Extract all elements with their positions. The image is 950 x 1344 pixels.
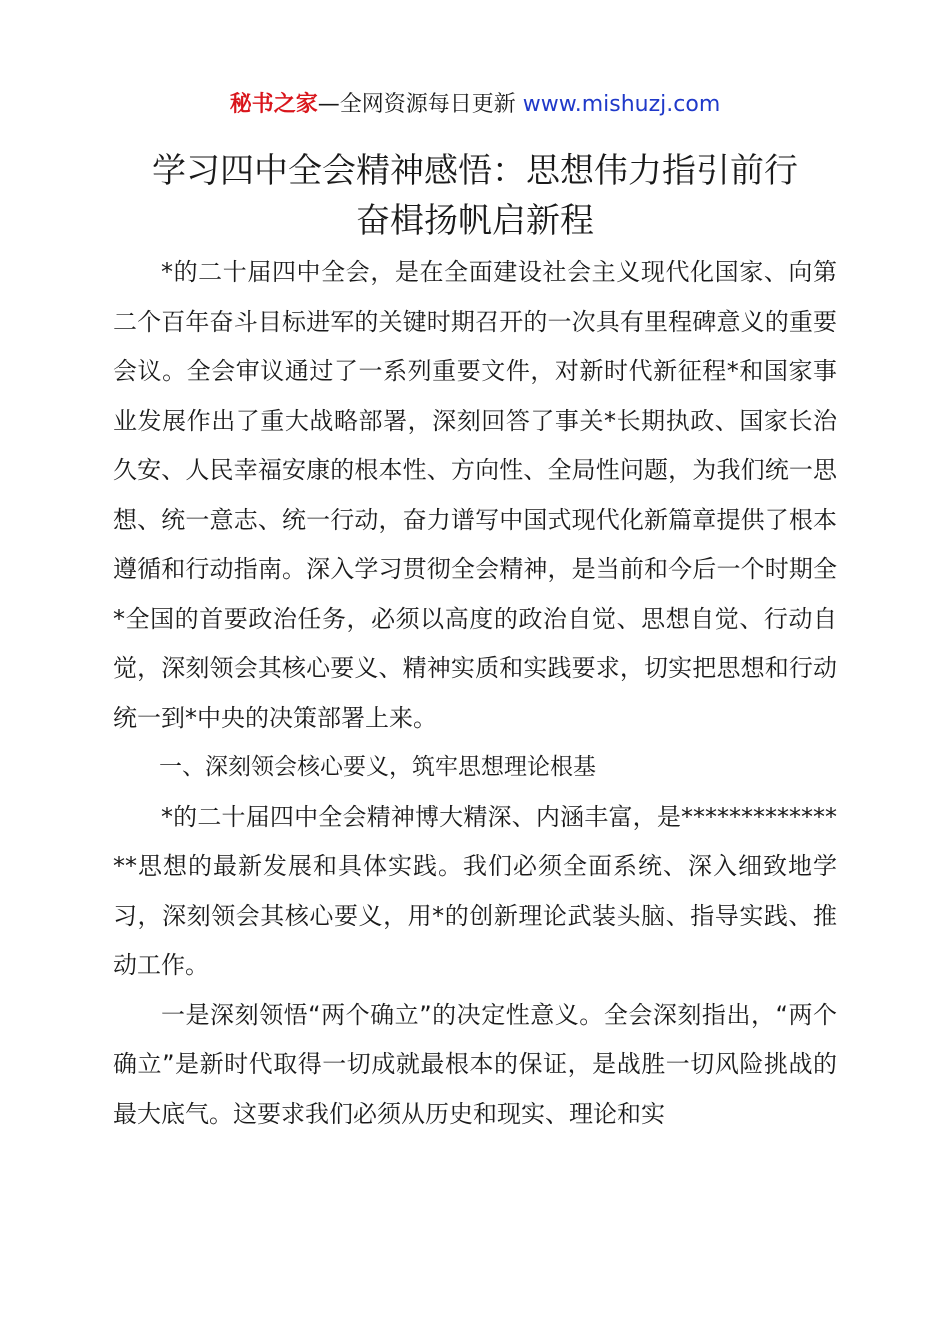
site-url-link[interactable]: www.mishuzj.com bbox=[522, 92, 721, 117]
section-heading-1: 一、深刻领会核心要义，筑牢思想理论根基 bbox=[159, 754, 596, 780]
document-title bbox=[110, 146, 840, 246]
document-body bbox=[113, 248, 837, 1139]
header-tagline: —全网资源每日更新 bbox=[317, 92, 516, 117]
paragraph-point-1: 一是深刻领悟“两个确立”的决定性意义。全会深刻指出，“两个确立”是新时代取得一切成就最根本的保证，是战胜一切风险挑战的最大底气。这要求我们必须从历史和现实、理论和实 bbox=[113, 1000, 837, 1128]
title-line-1: 学习四中全会精神感悟：思想伟力指引前行 bbox=[152, 151, 798, 191]
site-header bbox=[0, 88, 950, 122]
title-line-2: 奋楫扬帆启新程 bbox=[356, 201, 594, 241]
brand-name: 秘书之家 bbox=[229, 92, 318, 117]
paragraph-intro: *的二十届四中全会，是在全面建设社会主义现代化国家、向第二个百年奋斗目标进军的关键时期召开的一次具有里程碑意义的重要会议。全会审议通过了一系列重要文件，对新时代新征程*和国家事业发展作出了重大战略部署，深刻回答了事关*长期执政、国家长治久安、人民幸福安康的根本性、方向性、全局性问题，为我们统一思想、统一意志、统一行动，奋力谱写中国式现代化新篇章提供了根本遵循和行动指南。深入学习贯彻全会精神，是当前和今后一个时期全*全国的首要政治任务，必须以高度的政治自觉、思想自觉、行动自觉，深刻领会其核心要义、精神实质和实践要求，切实把思想和行动统一到*中央的决策部署上来。 bbox=[113, 258, 837, 732]
paragraph-section-1: *的二十届四中全会精神博大精深、内涵丰富，是***************思想的最新发展和具体实践。我们必须全面系统、深入细致地学习，深刻领会其核心要义，用*的创新理论武装头脑、指导实践、推动工作。 bbox=[113, 802, 837, 979]
